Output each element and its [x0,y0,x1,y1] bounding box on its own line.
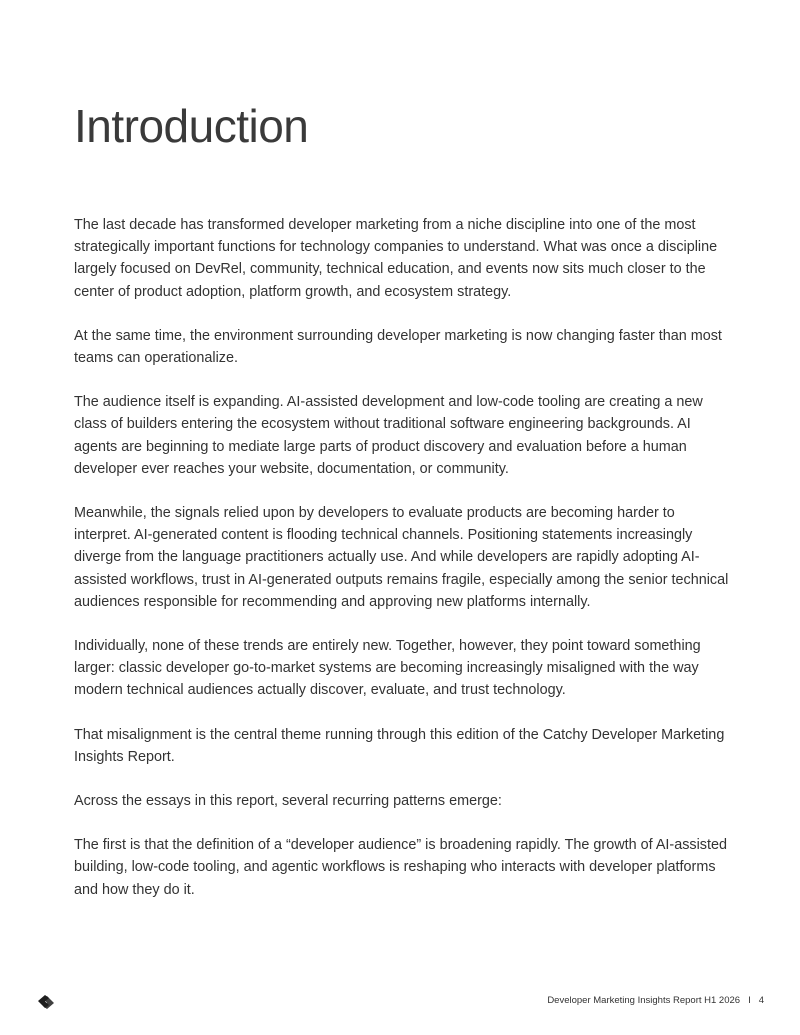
footer-report-name: Developer Marketing Insights Report H1 2026 [547,995,741,1006]
page-number: 4 [758,995,764,1006]
catchy-logo-icon [36,993,56,1011]
page-title: Introduction [74,100,309,152]
body-text [74,214,734,923]
paragraph: The audience itself is expanding. AI-assisted development and low-code tooling are creating a new class of builders entering the ecosystem without traditional software engineering backgrounds. AI agents are beginning to mediate large parts of product discovery and evaluation before a human developer ever reaches your website, documentation, or community. [74,394,703,477]
paragraph: The first is that the definition of a “developer audience” is broadening rapidly. The growth of AI-assisted building, low-code tooling, and agentic workflows is reshaping who interacts with developer platforms and how they do it. [74,837,728,898]
paragraph: Individually, none of these trends are entirely new. Together, however, they point toward something larger: classic developer go-to-market systems are becoming increasingly misaligned with the way modern technical audiences actually discover, evaluate, and trust technology. [74,638,701,699]
footer [547,995,764,1006]
paragraph: That misalignment is the central theme running through this edition of the Catchy Developer Marketing Insights Report. [74,726,725,765]
footer-separator: I [748,995,751,1006]
paragraph: The last decade has transformed developer marketing from a niche discipline into one of the most strategically important functions for technology companies to understand. What was once a discipline largely focused on DevRel, community, technical education, and events now sits much closer to the center of product adoption, platform growth, and ecosystem strategy. [74,217,718,300]
paragraph: At the same time, the environment surrounding developer marketing is now changing faster than most teams can operationalize. [74,327,722,367]
paragraph: Across the essays in this report, several recurring patterns emerge: [74,793,502,810]
paragraph: Meanwhile, the signals relied upon by developers to evaluate products are becoming harder to interpret. AI-generated content is flooding technical channels. Positioning statements increasingly diverge from the language practitioners actually use. And while developers are rapidly adopting AI-assisted workflows, trust in AI-generated outputs remains fragile, especially among the senior technical audiences responsible for recommending and approving new platforms internally. [74,505,729,610]
